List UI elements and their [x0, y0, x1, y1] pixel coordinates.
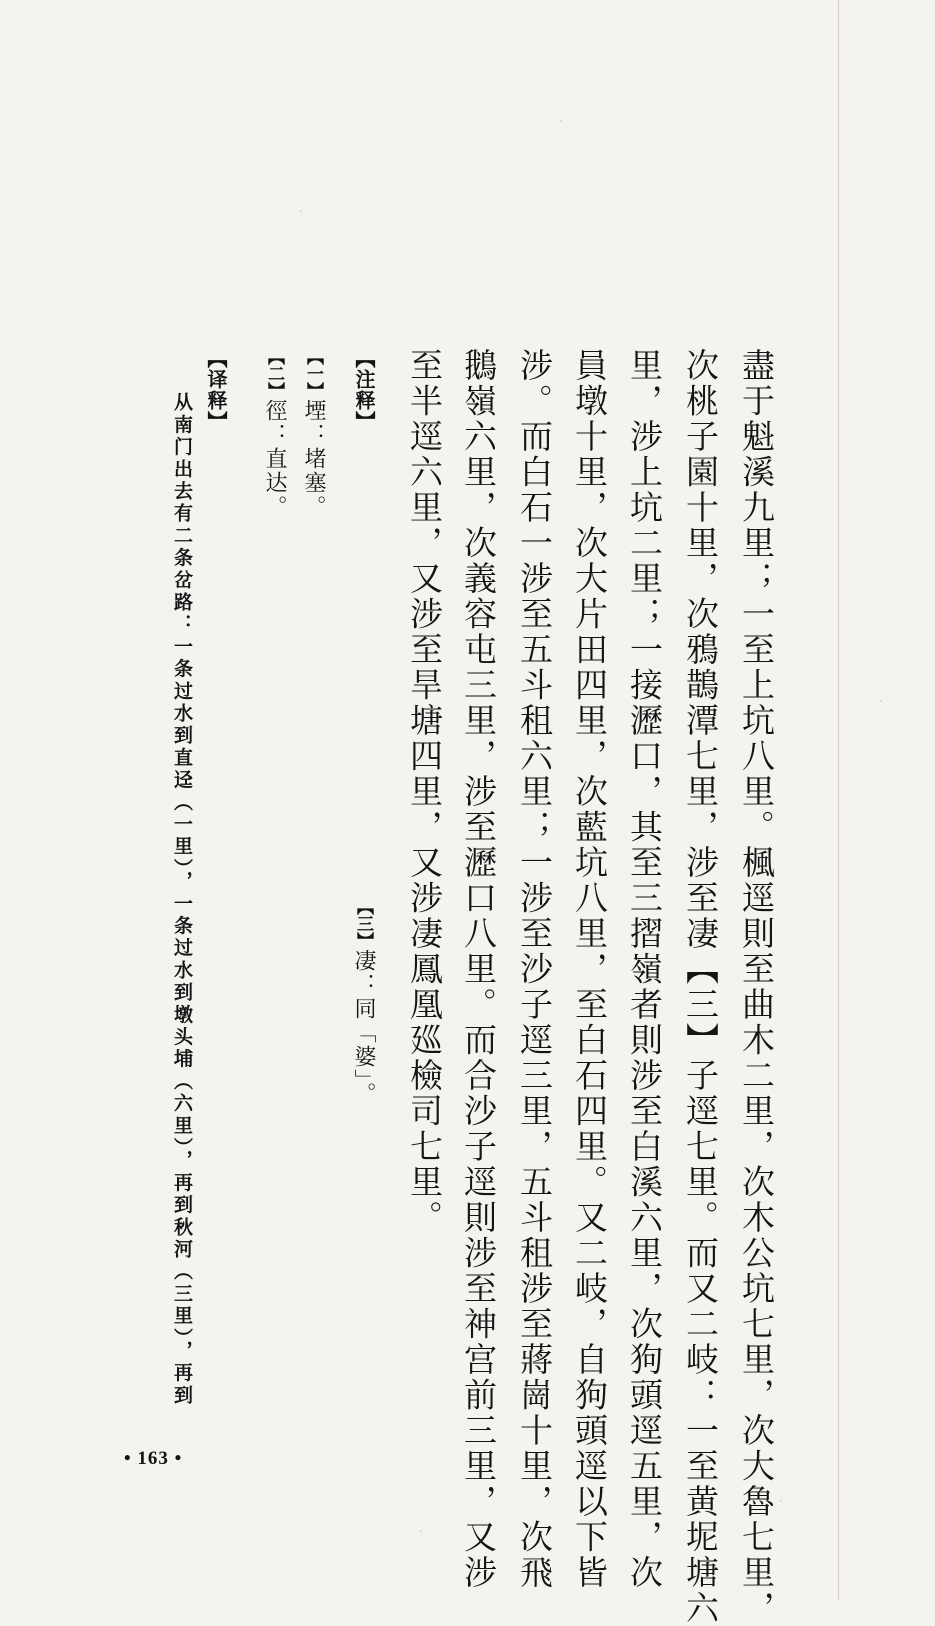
note-3-marker: 【三】	[353, 898, 373, 949]
main-text-column-5: 涉。而白石一涉至五斗租六里；一涉至沙子逕三里，五斗租涉至蔣崗十里，次飛	[515, 348, 554, 1591]
paper-speck	[780, 1500, 782, 1502]
paper-speck	[420, 1530, 422, 1532]
main-text-column-6: 鵝嶺六里，次義容屯三里，涉至瀝口八里。而合沙子逕則涉至神宫前三里，又涉	[459, 348, 498, 1591]
note-1-marker: 【一】	[303, 348, 323, 399]
main-text-column-2: 次桃子園十里，次鴉鵲潭七里，涉至凄【三】子逕七里。而又二岐：一至黄坭塘六	[681, 348, 720, 1626]
translation-text: 从南门出去有二条岔路：一条过水到直迳（一里），一条过水到墩头埔（六里），再到秋河（三里），再到	[171, 392, 193, 1407]
paper-speck	[880, 700, 882, 702]
main-text-column-3: 里，涉上坑二里；一接瀝口，其至三摺嶺者則涉至白溪六里，次狗頭逕五里，次	[625, 348, 664, 1591]
note-2	[263, 348, 285, 519]
translation-heading: 【译释】	[204, 348, 228, 432]
main-text-column-7: 至半逕六里，又涉至旱塘四里，又涉凄鳳凰廵檢司七里。	[405, 348, 444, 1236]
page-number: • 163 •	[124, 1448, 183, 1469]
main-text-column-4: 員墩十里，次大片田四里，次藍坑八里，至白石四里。又二岐，自狗頭逕以下皆	[570, 348, 609, 1591]
notes-heading: 【注释】	[352, 348, 376, 432]
note-1-text: 堙：堵塞。	[301, 399, 326, 519]
paper-speck	[300, 210, 302, 212]
note-2-marker: 【二】	[264, 348, 284, 399]
note-3	[352, 898, 374, 1106]
main-text-column-1: 盡于魁溪九里；一至上坑八里。楓逕則至曲木二里，次木公坑七里，次大魯七里，	[737, 348, 776, 1626]
note-2-text: 徑：直达。	[262, 399, 287, 519]
note-3-text: 凄：同「婆」。	[351, 949, 376, 1106]
paper-speck	[560, 120, 562, 122]
gutter-line	[838, 0, 839, 1600]
note-1	[302, 348, 324, 519]
